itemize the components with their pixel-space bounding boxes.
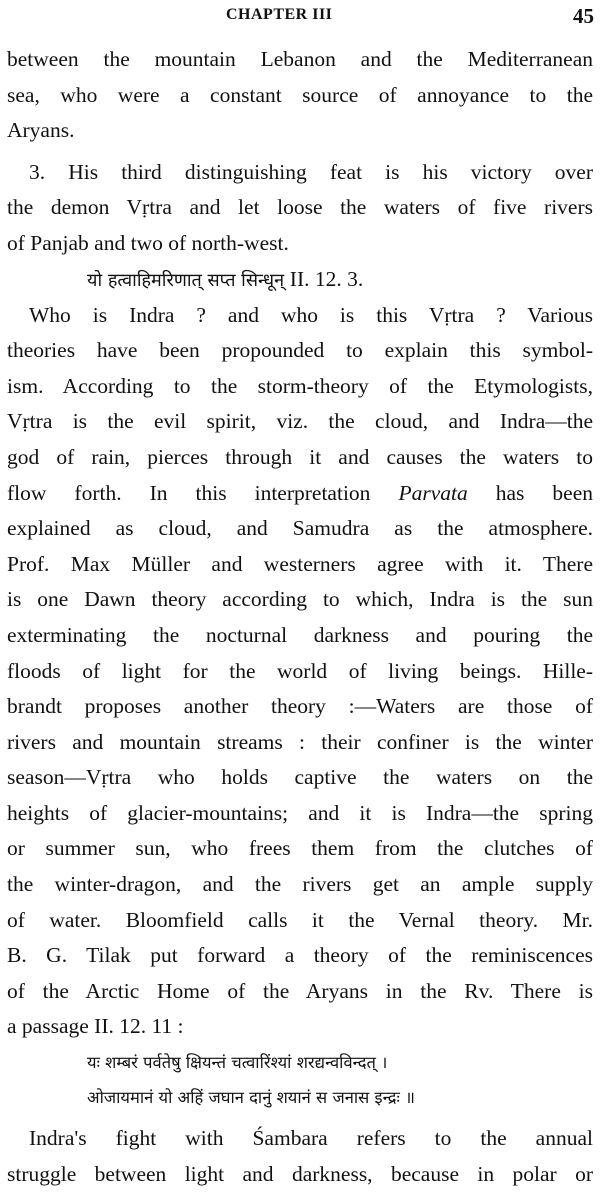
- text-line: rivers and mountain streams : their confiner is the winter: [7, 729, 593, 754]
- sanskrit-verse-line: यः शम्बरं पर्वतेषु क्षियन्तं चत्वारिंश्यां शरद्यन्वविन्दत् ।: [87, 1053, 388, 1073]
- text-line: Aryans.: [7, 118, 75, 143]
- text-line: a passage II. 12. 11 :: [7, 1014, 184, 1039]
- text-line: explained as cloud, and Samudra as the atmosphere.: [7, 516, 593, 541]
- verse-reference: II. 12. 3.: [289, 266, 364, 291]
- text-run: has been: [467, 480, 593, 505]
- text-line: struggle between light and darkness, because in polar or: [7, 1161, 593, 1186]
- text-line: 3. His third distinguishing feat is his victory over: [29, 159, 593, 184]
- chapter-heading: CHAPTER III: [226, 6, 333, 23]
- text-line: floods of light for the world of living beings. Hille-: [7, 658, 593, 683]
- text-line: Vṛtra is the evil spirit, viz. the cloud, and Indra—the: [7, 409, 593, 434]
- sanskrit-text: यो हत्वाहिमरिणात् सप्त सिन्धून्: [87, 269, 285, 291]
- text-line: exterminating the nocturnal darkness and pouring the: [7, 622, 593, 647]
- text-line: of the Arctic Home of the Aryans in the Rv. There is: [7, 978, 593, 1003]
- text-line: of water. Bloomfield calls it the Vernal theory. Mr.: [7, 907, 593, 932]
- text-line: brandt proposes another theory :—Waters are those of: [7, 694, 593, 719]
- text-line: the demon Vṛtra and let loose the waters of five rivers: [7, 195, 593, 220]
- text-line: Prof. Max Müller and westerners agree with it. There: [7, 551, 593, 576]
- text-line: season—Vṛtra who holds captive the waters on the: [7, 765, 593, 790]
- text-line: theories have been propounded to explain this symbol-: [7, 338, 593, 363]
- text-line: Indra's fight with Śambara refers to the annual: [29, 1126, 593, 1151]
- text-line: sea, who were a constant source of annoyance to the: [7, 82, 593, 107]
- text-line: ism. According to the storm-theory of the Etymologists,: [7, 373, 593, 398]
- page-number: 45: [573, 4, 594, 28]
- text-line: or summer sun, who frees them from the clutches of: [7, 836, 593, 861]
- sanskrit-verse-line: [7, 262, 593, 298]
- italic-term: Parvata: [398, 480, 468, 505]
- sanskrit-verse-line: ओजायमानं यो अहिं जघान दानुं शयानं स जनास इन्द्रः ॥: [87, 1088, 415, 1108]
- text-line: [7, 476, 593, 512]
- text-line: is one Dawn theory according to which, Indra is the sun: [7, 587, 593, 612]
- text-line: god of rain, pierces through it and causes the waters to: [7, 444, 593, 469]
- text-line: Who is Indra ? and who is this Vṛtra ? Various: [29, 302, 593, 327]
- body-text: [7, 42, 593, 1192]
- text-run: flow forth. In this interpretation: [7, 480, 399, 505]
- text-line: B. G. Tilak put forward a theory of the reminiscences: [7, 943, 593, 968]
- text-line: the winter-dragon, and the rivers get an ample supply: [7, 872, 593, 897]
- running-head: [0, 4, 600, 30]
- text-line: between the mountain Lebanon and the Mediterranean: [7, 47, 593, 71]
- text-line: of Panjab and two of north-west.: [7, 230, 289, 255]
- text-line: heights of glacier-mountains; and it is Indra—the spring: [7, 800, 593, 825]
